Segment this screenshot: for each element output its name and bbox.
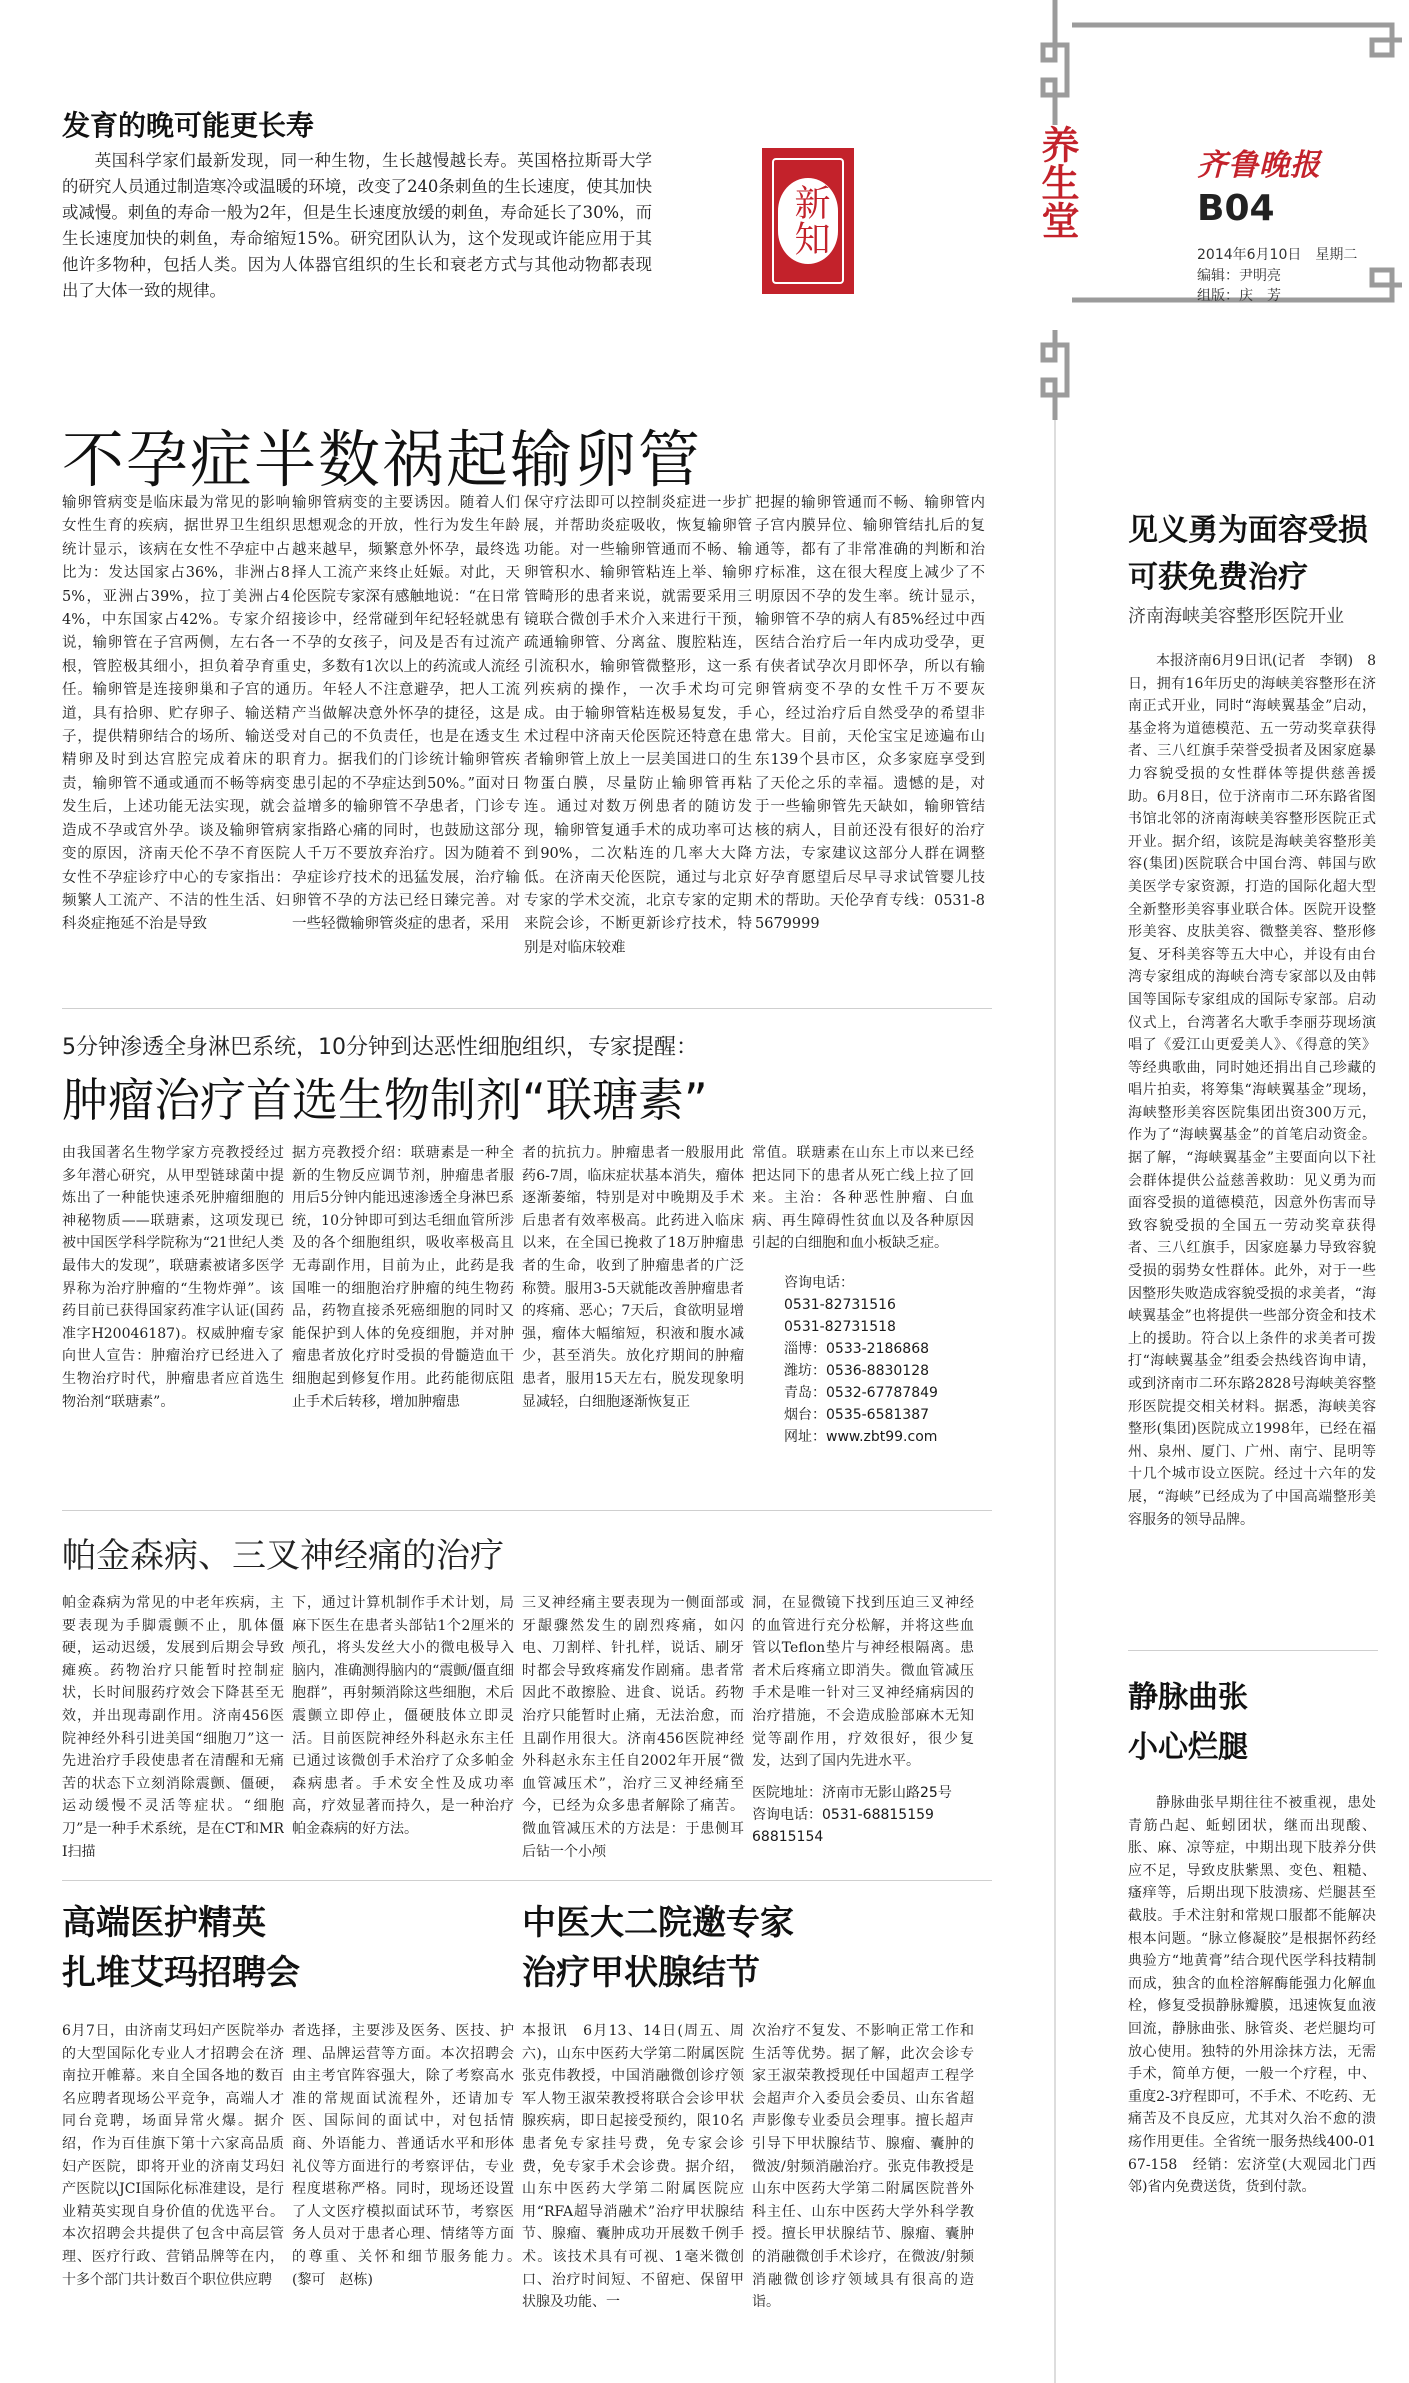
article2-col3: 者的抗抗力。肿瘤患者一般服用此药6-7周，临床症状基本消失，瘤体逐渐萎缩，特别是对中晚期及手术后患者有效率极高。此药进入临床以来，在全国已挽救了18万肿瘤患者的生命，收到了肿瘤患者的广泛称赞。服用3-5天就能改善肿瘤患者的疼痛、恶心；7天后，食欲明显增强，瘤体大幅缩短，积液和腹水减少，甚至消失。放化疗期间的肿瘤患者，服用15天左右，脱发现象明显减轻，白细胞逐渐恢复正 xyxy=(522,1145,744,1410)
article2-col4: 常值。联瑭素在山东上市以来已经把达同下的患者从死亡线上拉了回来。主治：各种恶性肿瘤、白血病、再生障碍性贫血以及各种原因引起的白细胞和血小板缺乏症。 xyxy=(752,1145,974,1252)
article3-col4: 洞，在显微镜下找到压迫三叉神经的血管进行充分松解，并将这些血管以Teflon垫片与神经根隔离。患者术后疼痛立即消失。微血管减压手术是唯一针对三叉神经痛病因的治疗措施，不会造成脸部麻木无知觉等副作用，疗效很好，很少复发，达到了国内先进水平。 xyxy=(752,1595,974,1770)
designer-credit: 组版：庆 芳 xyxy=(1197,288,1281,304)
phone-line: 青岛：0532-67787849 xyxy=(784,1385,938,1401)
sidebar1-text: 本报济南6月9日讯(记者 李钢) 8日，拥有16年历史的海峡美容整形在济南正式开业，同时“海峡翼基金”启动，基金将为道德模范、五一劳动奖章获得者、三八红旗手荣誉受损者及困家庭暴力容貌受损的女性群体等提供慈善援助。6月8日，位于济南市二环东路省图书馆北邻的济南海峡美容整形医院正式开业。据介绍，该院是海峡美容整形美容(集团)医院联合中国台湾、韩国与欧美医学专家资源，打造的国际化超大型全新整形美容事业联合体。医院开设整形美容、皮肤美容、微整美容、整形修复、牙科美容等五大中心，并设有由台湾专家组成的海峡台湾专家部以及由韩国等国际专家组成的国际专家部。启动仪式上，台湾著名大歌手李丽芬现场演唱了《爱江山更爱美人》、《得意的笑》等经典歌曲，同时她还捐出自己珍藏的唱片拍卖，将筹集“海峡翼基金”现场，海峡整形美容医院集团出资300万元，作为了“海峡翼基金”的首笔启动资金。据了解，“海峡翼基金”主要面向以下社会群体提供公益慈善救助：见义勇为而面容受损的道德模范，因意外伤害而导致容貌受损的全国五一劳动奖章获得者、三八红旗手，因家庭暴力导致容貌受损的弱势女性群体。此外，对于一些因整形失败造成容貌受损的求美者，“海峡翼基金”也将提供一些部分资金和技术上的援助。符合以上条件的求美者可拨打“海峡翼基金”组委会热线咨询申请，或到济南市二环东路2828号海峡美容整形医院提交相关材料。据悉，海峡美容整形(集团)医院成立1998年，已经在福州、泉州、厦门、广州、南宁、昆明等十几个城市设立医院。经过十六年的发展，“海峡”已经成为了中国高端整形美容服务的领导品牌。 xyxy=(1128,653,1376,1528)
fret-ornament-border xyxy=(1038,0,1072,2383)
article1-col3: 保守疗法即可以控制炎症进一步扩展，并帮助炎症吸收，恢复输卵管功能。对一些输卵管通而不畅、输卵管积水、输卵管粘连上举、输卵管畸形的患者来说，就需要采用三镜联合微创手术介入来进行干预，疏通输卵管、分离盆、腹腔粘连，引流积水，输卵管微整形，这一系列疾病的操作，一次手术均可完成。由于输卵管粘连极易复发，手术过程中济南天伦医院还特意在患者输卵管上放上一层美国进口的生物蛋白膜，尽量防止输卵管再粘连。通过对数万例患者的随访发现，输卵管复通手术的成功率可达到90%，二次粘连的几率大大降低。在济南天伦医院，通过与北京专家的学术交流，北京专家的定期来院会诊，不断更新诊疗技术，特别是对临床较难 xyxy=(524,495,752,956)
article4-title-line2: 扎堆艾玛招聘会 xyxy=(62,1953,300,1993)
masthead xyxy=(1072,0,1409,430)
divider xyxy=(62,1880,992,1881)
article5-title-line2: 治疗甲状腺结节 xyxy=(522,1953,760,1993)
sidebar1-title-line1: 见义勇为面容受损 xyxy=(1128,513,1368,548)
issue-date: 2014年6月10日 星期二 xyxy=(1197,247,1358,263)
article4-title-line1: 高端医护精英 xyxy=(62,1903,266,1943)
divider xyxy=(62,1510,992,1511)
sidebar2-text: 静脉曲张早期往往不被重视，患处青筋凸起、蚯蚓团状，继而出现酸、胀、麻、凉等症，中期出现下肢养分供应不足，导致皮肤紫黑、变色、粗糙、瘙痒等，后期出现下肢溃疡、烂腿甚至截肢。手术注射和常规口服都不能解决根本问题。“脉立修凝胶”是根据怀药经典验方“地黄膏”结合现代医学科技精制而成，独含的血栓溶解酶能强力化解血栓，修复受损静脉瓣膜，迅速恢复血液回流，静脉曲张、脉管炎、老烂腿均可放心使用。独特的外用涂抹方法，无需手术，简单方便，一般一个疗程，中、重度2-3疗程即可，不手术、不吃药、无痛苦及不良反应，尤其对久治不愈的溃疡作用更佳。全省统一服务热线400-0167-158 经销：宏济堂(大观园北门西邻)省内免费送货，货到付款。 xyxy=(1128,1795,1376,2196)
article4-col2: 者选择，主要涉及医务、医技、护理、品牌运营等方面。本次招聘会由主考官阵容强大，除了考察高水准的常规面试流程外，还请加专医、国际间的面试中，对包括情商、外语能力、普通话水平和形体礼仪等方面进行的考察评估，专业程度堪称严格。同时，现场还设置了人文医疗模拟面试环节，考察医务人员对于患者心理、情绪等方面的尊重、关怀和细节服务能力。 (黎可 赵栋) xyxy=(292,2023,514,2288)
contact-label: 咨询电话： xyxy=(784,1275,854,1291)
page-number: B04 xyxy=(1197,188,1275,229)
phone-line: 0531-82731518 xyxy=(784,1319,896,1335)
divider xyxy=(1128,1650,1378,1651)
article1-title: 不孕症半数祸起输卵管 xyxy=(62,423,703,496)
phone-line: 潍坊：0536-8830128 xyxy=(784,1363,930,1379)
consult-phone: 咨询电话：0531-68815159 68815154 xyxy=(752,1807,948,1845)
article3-col1: 帕金森病为常见的中老年疾病，主要表现为手脚震颤不止，肌体僵硬，运动迟缓，发展到后期会导致瘫痪。药物治疗只能暂时控制症状，长时间服药疗效会下降甚至无效，并出现毒副作用。济南456医院神经外科引进美国“细胞刀”这一先进治疗手段使患者在清醒和无痛苦的状态下立刻消除震颤、僵硬，运动缓慢不灵活等症状。“细胞刀”是一种手术系统，是在CT和MRI扫描 xyxy=(62,1595,284,1860)
sidebar2-title-line2: 小心烂腿 xyxy=(1128,1730,1248,1765)
divider xyxy=(62,1008,992,1009)
xinzhi-label: 新知 xyxy=(789,184,830,256)
article5-col1: 本报讯 6月13、14日(周五、周六)，山东中医药大学第二附属医院张克伟教授，中国消融微创诊疗领军人物王淑荣教授将联合会诊甲状腺疾病，即日起接受预约，限10名患者免专家挂号费，免专家会诊费，免专家手术会诊费。据介绍，山东中医药大学第二附属医院应用“RFA超导消融术”治疗甲状腺结节、腺瘤、囊肿成功开展数千例手术。该技术具有可视、1毫米微创口、治疗时间短、不留疤、保留甲状腺及功能、一 xyxy=(522,2023,744,2311)
editor-credit: 编辑：尹明亮 xyxy=(1197,268,1281,284)
article3-col2: 下，通过计算机制作手术计划，局麻下医生在患者头部钻1个2厘米的颅孔，将头发丝大小的微电极导入脑内，准确测得脑内的“震颤/僵直细胞群”，再射频消除这些细胞，术后震颤立即停止，僵硬肢体立即灵活。目前医院神经外科赵永东主任已通过该微创手术治疗了众多帕金森病患者。手术安全性及成功率高，疗效显著而持久，是一种治疗帕金森病的好方法。 xyxy=(292,1595,514,1837)
article2-subtitle: 5分钟渗透全身淋巴系统，10分钟到达恶性细胞组织，专家提醒： xyxy=(62,1035,698,1060)
website-link[interactable]: 网址：www.zbt99.com xyxy=(784,1429,938,1445)
article3-col3: 三叉神经痛主要表现为一侧面部或牙龈骤然发生的剧烈疼痛，如闪电、刀割样、针扎样，说话、刷牙时都会导致疼痛发作剧痛。患者常因此不敢擦脸、进食、说话。药物治疗只能暂时止痛，无法治愈，而且副作用很大。济南456医院神经外科赵永东主任自2002年开展“微血管减压术”，治疗三叉神经痛至今，已经为众多患者解除了痛苦。微血管减压术的方法是：于患侧耳后钻一个小颅 xyxy=(522,1595,744,1860)
sidebar1-subtitle: 济南海峡美容整形医院开业 xyxy=(1128,606,1344,627)
article4-col1: 6月7日，由济南艾玛妇产医院举办的大型国际化专业人才招聘会在济南拉开帷幕。来自全国各地的数百名应聘者现场公平竞争，高端人才同台竞聘，场面异常火爆。据介绍，作为百佳旗下第十六家高品质妇产医院，即将开业的济南艾玛妇产医院以JCI国际化标准建设，是行业精英实现自身价值的优选平台。本次招聘会共提供了包含中高层管理、医疗行政、营销品牌等在内，十多个部门共计数百个职位供应聘 xyxy=(62,2023,284,2288)
article1-col1: 输卵管病变是临床最为常见的影响女性生育的疾病，据世界卫生组织统计显示，该病在女性不孕症中占比为：发达国家占36%，非洲占85%，亚洲占39%，拉丁美洲占44%，中东国家占42%。专家介绍说，输卵管在子宫两侧，左右各一根，管腔极其细小，担负着孕育重任。输卵管是连接卵巢和子宫的通道，具有拾卵、贮存卵子、输送精子，提供精卵结合的场所、输送受精卵及时到达宫腔完成着床的职责，输卵管不通或通而不畅等病变发生后，上述功能无法实现，就会造成不孕或宫外孕。谈及输卵管病变的原因，济南天伦不孕不育医院女性不孕症诊疗中心的专家指出：频繁人工流产、不洁的性生活、妇科炎症拖延不治是导致 xyxy=(62,495,290,933)
article3-title: 帕金森病、三叉神经痛的治疗 xyxy=(62,1536,504,1576)
article5-col2: 次治疗不复发、不影响正常工作和生活等优势。据了解，此次会诊专家王淑荣教授现任中国超声工程学会超声介入委员会委员、山东省超声影像专业委员会理事。擅长超声引导下甲状腺结节、腺瘤、囊肿的微波/射频消融治疗。张克伟教授是山东中医药大学第二附属医院普外科主任、山东中医药大学外科学教授。擅长甲状腺结节、腺瘤、囊肿的消融微创手术诊疗，在微波/射频消融微创诊疗领域具有很高的造诣。 xyxy=(752,2023,974,2311)
article1-col2: 输卵管病变的主要诱因。随着人们思想观念的开放，性行为发生年龄越来越早，频繁意外怀孕，最终选择人工流产来终止妊娠。对此，天伦医院专家深有感触地说：“在日常接诊中，经常碰到年纪轻轻就患有不孕的女孩子，问及是否有过流产史，多数有1次以上的药流或人流经历。年轻人不注意避孕，把人工流产当做解决意外怀孕的捷径，这是对自己的不负责任，也是在透支生育力。据我们的门诊统计输卵管疾患引起的不孕症达到50%。”面对日益增多的输卵管不孕患者，门诊专家指路心痛的同时，也鼓励这部分人千万不要放弃治疗。因为随着不孕症诊疗技术的迅猛发展，治疗输卵管不孕的方法已经日臻完善。对一些轻微输卵管炎症的患者，采用 xyxy=(292,495,520,933)
phone-line: 0531-82731516 xyxy=(784,1297,896,1313)
article2-title: 肿瘤治疗首选生物制剂“联瑭素” xyxy=(62,1073,708,1127)
hospital-address: 医院地址：济南市无影山路25号 xyxy=(752,1785,952,1801)
brief-title: 发育的晚可能更长寿 xyxy=(62,109,315,142)
sidebar1-title-line2: 可获免费治疗 xyxy=(1128,560,1308,595)
sidebar2-title-line1: 静脉曲张 xyxy=(1128,1680,1248,1715)
phone-line: 淄博：0533-2186868 xyxy=(784,1341,930,1357)
article2-col2: 据方亮教授介绍：联瑭素是一种全新的生物反应调节剂，肿瘤患者服用后5分钟内能迅速渗透全身淋巴系统，10分钟即可到达毛细血管所涉及的各个细胞组织，吸收率极高且无毒副作用，目前为止，此药是我国唯一的细胞治疗肿瘤的纯生物药品，药物直接杀死癌细胞的同时又能保护到人体的免疫细胞，并对肿瘤患者放化疗时受损的骨髓造血干细胞起到修复作用。此药能彻底阻止手术后转移，增加肿瘤患 xyxy=(292,1145,514,1410)
article2-contact xyxy=(784,1272,994,1448)
phone-line: 烟台：0535-6581387 xyxy=(784,1407,930,1423)
article1-col4: 把握的输卵管通而不畅、输卵管内子宫内膜异位、输卵管结扎后的复通等，都有了非常准确的判断和治疗标准，这在很大程度上减少了不明原因不孕的发生率。统计显示，输卵管不孕的病人有85%经过中西医结合治疗后一年内成功受孕，更有侠者试孕次月即怀孕，所以有输卵管病变不孕的女性千万不要灰心，经过治疗后自然受孕的希望非常大。目前，天伦宝宝足迹遍布山东139个县市区，众多家庭享受到了天伦之乐的幸福。遗憾的是，对于一些输卵管先天缺如，输卵管结核的病人，目前还没有很好的治疗方法，专家建议这部分人群在调整好孕育愿望后尽早寻求试管婴儿技术的帮助。天伦孕育专线：0531-85679999 xyxy=(755,495,985,933)
brief-text: 英国科学家们最新发现，同一种生物，生长越慢越长寿。英国格拉斯哥大学的研究人员通过制造寒冷或温暖的环境，改变了240条刺鱼的生长速度，使其加快或减慢。刺鱼的寿命一般为2年，但是生长速度放缓的刺鱼，寿命延长了30%，而生长速度加快的刺鱼，寿命缩短15%。研究团队认为，这个发现或许能应用于其他许多物种，包括人类。因为人体器官组织的生长和衰老方式与其他动物都表现出了大体一致的规律。 xyxy=(62,151,652,301)
article2-col1: 由我国著名生物学家方亮教授经过多年潜心研究，从甲型链球菌中提炼出了一种能快速杀死肿瘤细胞的神秘物质——联瑭素，这项发现已被中国医学科学院称为“21世纪人类最伟大的发现”，联瑭素被诸多医学界称为治疗肿瘤的“生物炸弹”。该药目前已获得国家药准字认证(国药准字H20046187)。权威肿瘤专家向世人宣告：肿瘤治疗已经进入了生物治疗时代，肿瘤患者应首选生物治剂“联瑭素”。 xyxy=(62,1145,284,1410)
xinzhi-badge xyxy=(762,148,854,294)
article3-contact xyxy=(752,1782,982,1848)
section-title: 养生堂 xyxy=(1040,125,1080,275)
paper-logo: 齐鲁晚报 xyxy=(1197,148,1321,183)
article5-title-line1: 中医大二院邀专家 xyxy=(522,1903,794,1943)
